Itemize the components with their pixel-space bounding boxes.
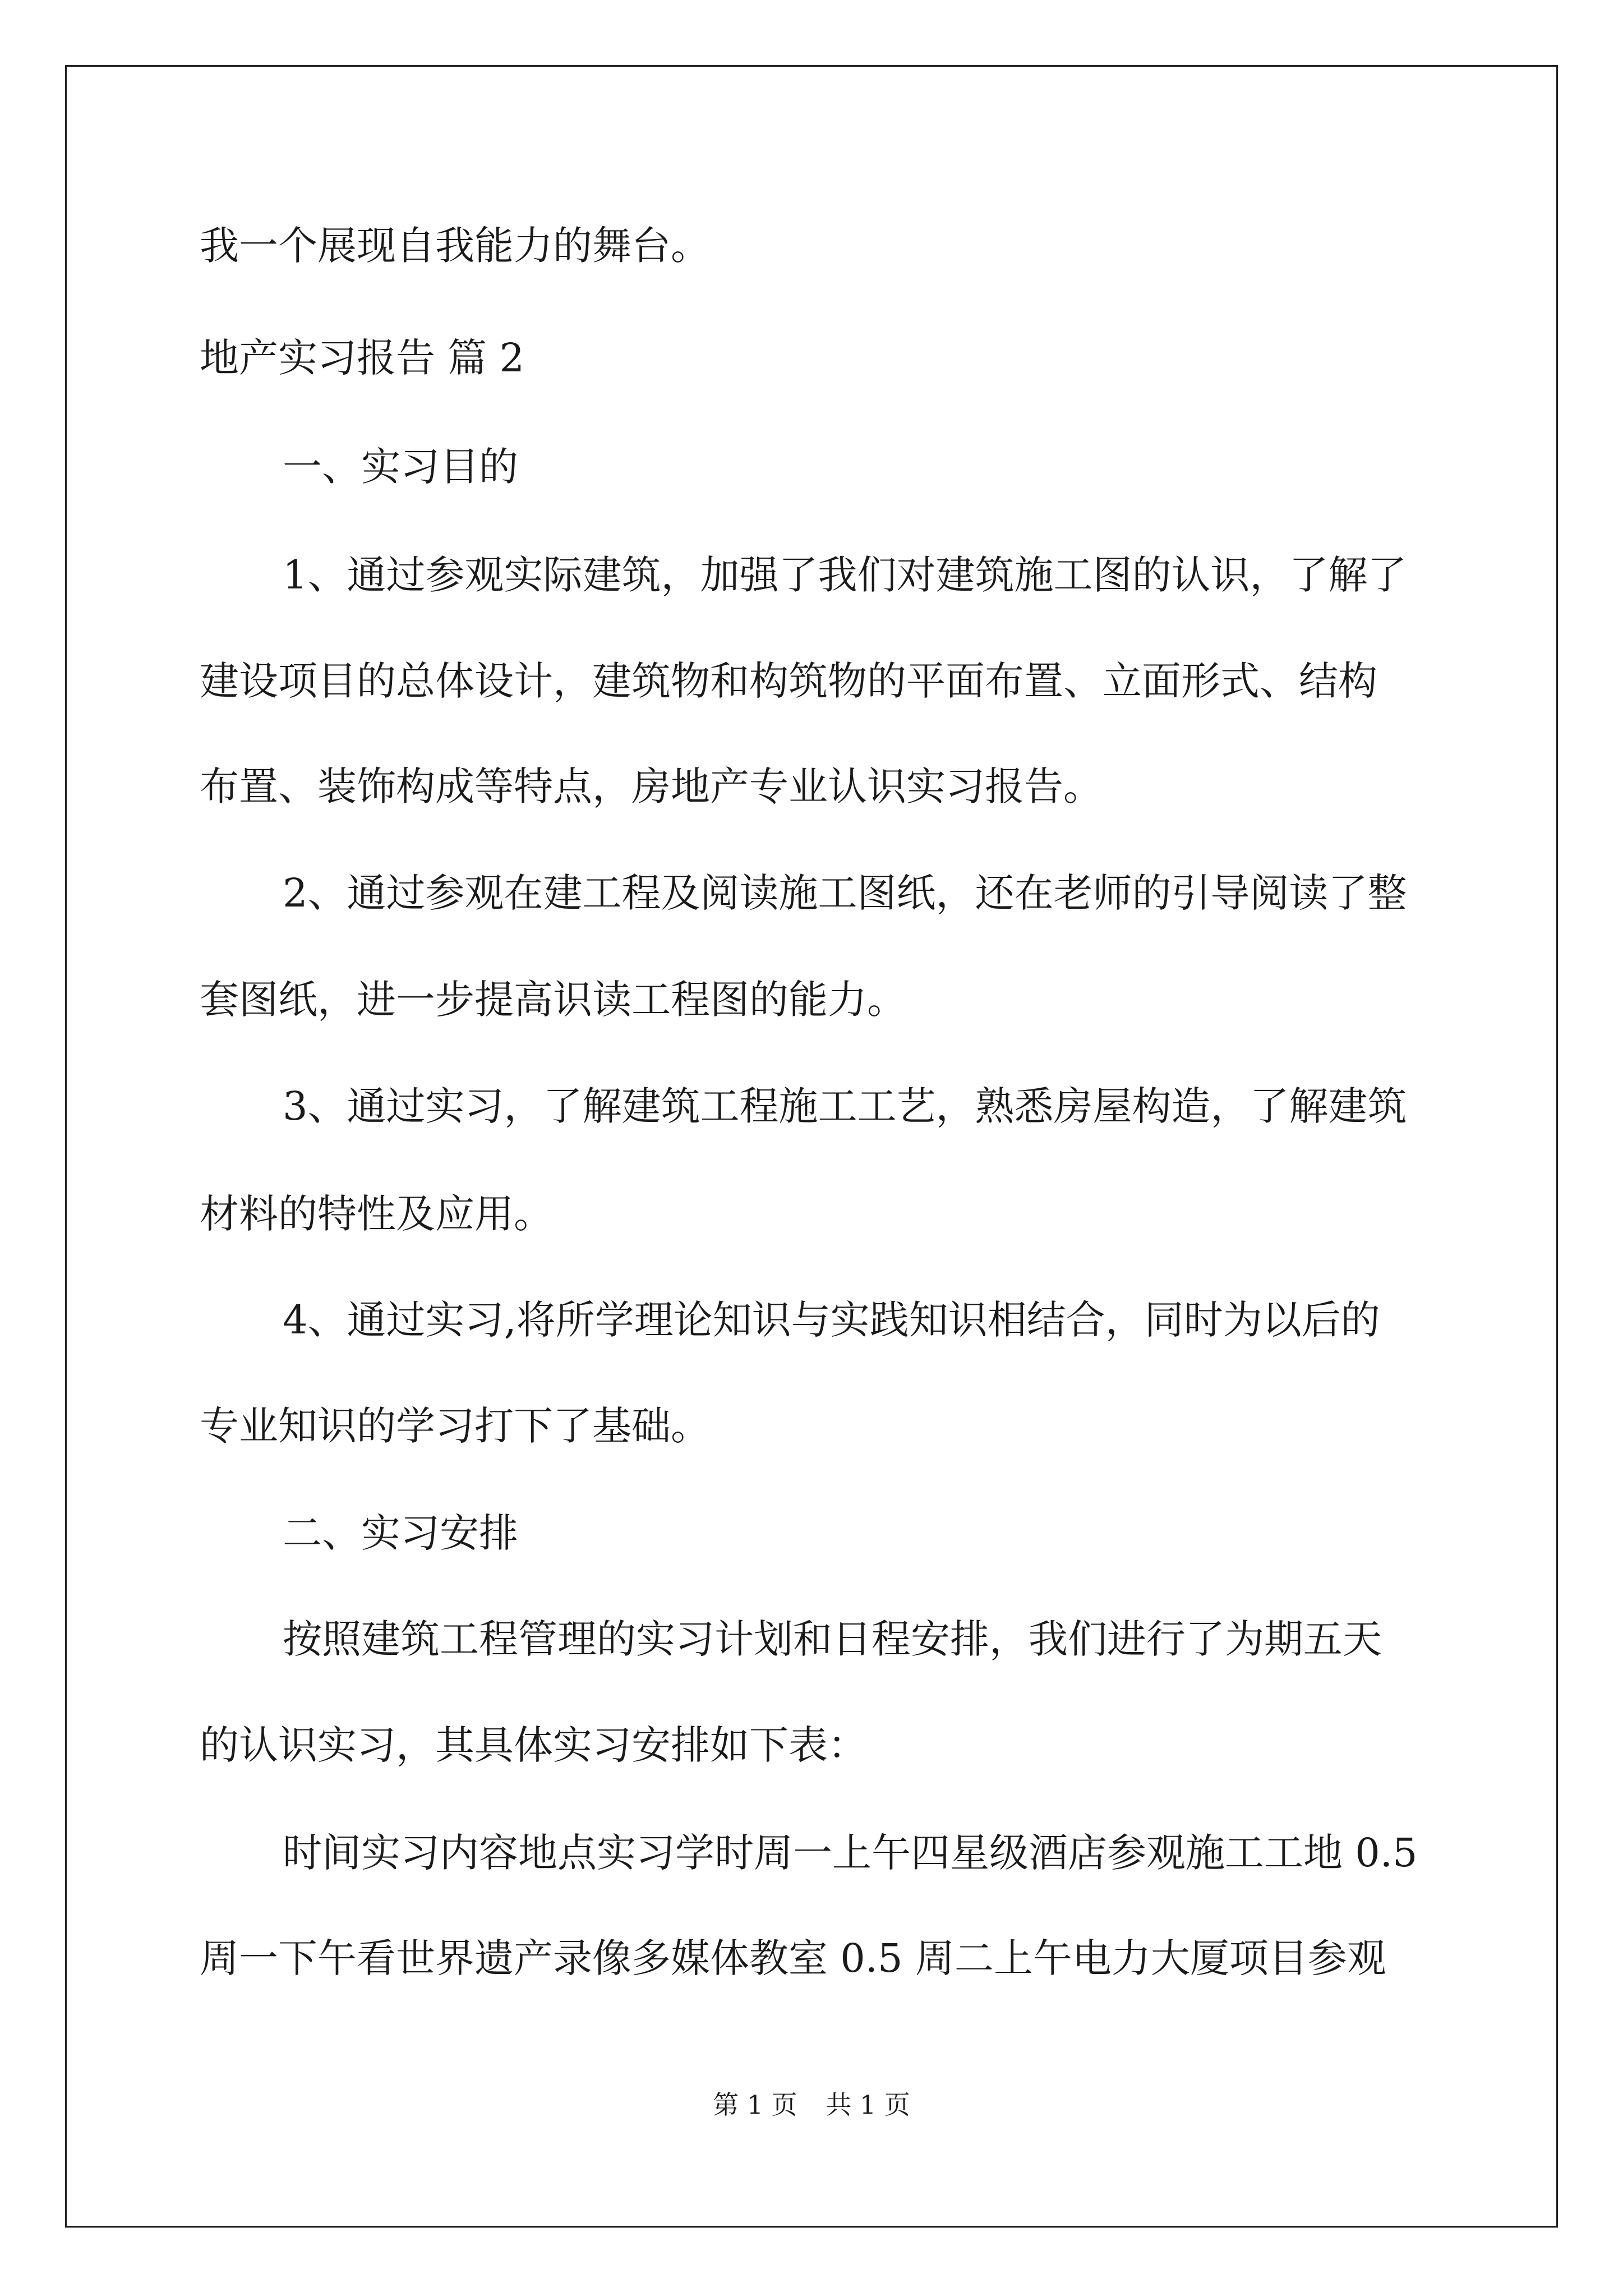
text-line: 3、通过实习，了解建筑工程施工工艺，熟悉房屋构造，了解建筑 (283, 1083, 1407, 1129)
text-line: 按照建筑工程管理的实习计划和日程安排，我们进行了为期五天 (283, 1616, 1382, 1662)
text-line: 我一个展现自我能力的舞台。 (200, 223, 710, 269)
page-total: 共 1 页 (826, 2090, 910, 2120)
text-line: 套图纸，进一步提高识读工程图的能力。 (200, 977, 906, 1023)
text-line: 的认识实习，其具体实习安排如下表： (200, 1722, 867, 1768)
text-line: 专业知识的学习打下了基础。 (200, 1403, 710, 1449)
page-number: 第 1 页 (713, 2090, 797, 2120)
subsection-heading: 二、实习安排 (283, 1510, 518, 1556)
text-line: 布置、装饰构成等特点，房地产专业认识实习报告。 (200, 763, 1103, 809)
section-heading: 地产实习报告 篇 2 (200, 335, 525, 381)
page-footer (0, 2088, 1623, 2122)
page-border (65, 65, 1558, 2228)
text-line: 2、通过参观在建工程及阅读施工图纸，还在老师的引导阅读了整 (283, 870, 1407, 916)
text-line: 4、通过实习,将所学理论知识与实践知识相结合，同时为以后的 (283, 1297, 1380, 1343)
text-line: 周一下午看世界遗产录像多媒体教室 0.5 周二上午电力大厦项目参观 (200, 1935, 1386, 1981)
text-line: 1、通过参观实际建筑，加强了我们对建筑施工图的认识，了解了 (283, 552, 1407, 598)
text-line: 时间实习内容地点实习学时周一上午四星级酒店参观施工工地 0.5 (283, 1830, 1418, 1876)
text-line: 材料的特性及应用。 (200, 1191, 553, 1237)
subsection-heading: 一、实习目的 (283, 444, 518, 490)
text-line: 建设项目的总体设计，建筑物和构筑物的平面布置、立面形式、结构 (200, 658, 1377, 704)
